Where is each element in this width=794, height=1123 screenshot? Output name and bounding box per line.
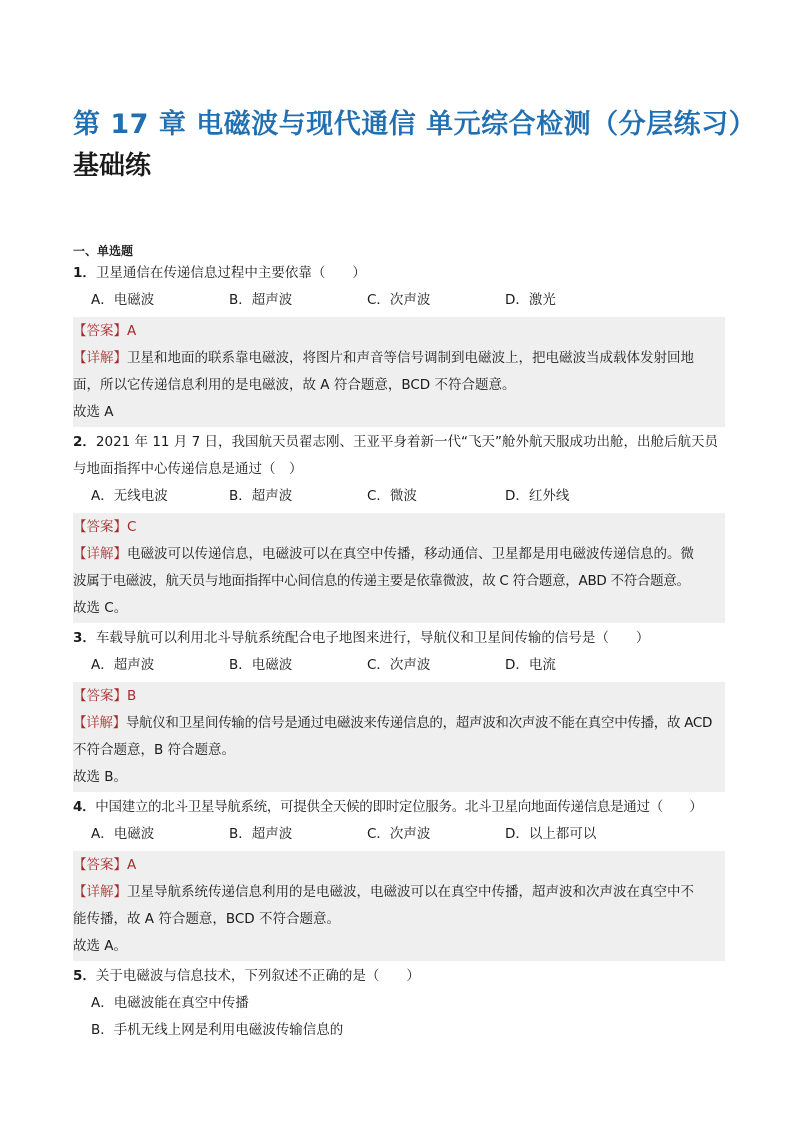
option-c: C．次声波 [367, 292, 431, 308]
page-subtitle: 基础练 [73, 151, 152, 181]
answer-label: 【答案】 [73, 857, 127, 873]
option-a: A．超声波 [91, 657, 155, 673]
answer-block [73, 682, 725, 792]
question-text: 2021 年 11 月 7 日，我国航天员翟志刚、王亚平身着新一代“飞天”舱外航天服成功出舱，出舱后航天员 [95, 434, 718, 450]
question-1 [73, 260, 725, 427]
options-row [73, 652, 725, 679]
answer-block [73, 317, 725, 427]
question-number: 4． [73, 799, 96, 815]
option-b: B．超声波 [229, 292, 293, 308]
option-a: A．无线电波 [91, 488, 168, 504]
option-a: A．电磁波能在真空中传播 [91, 995, 249, 1011]
answer-label: 【答案】 [73, 519, 127, 535]
question-number: 2． [73, 434, 96, 450]
option-d: D．激光 [505, 292, 556, 308]
option-b: B．电磁波 [229, 657, 293, 673]
question-number: 3． [73, 630, 96, 646]
page-title: 第 17 章 电磁波与现代通信 单元综合检测（分层练习） [73, 109, 757, 140]
options-row [73, 821, 725, 848]
option-b: B．超声波 [229, 488, 293, 504]
conclusion: 故选 B。 [73, 769, 128, 785]
answer-value: A [127, 323, 137, 339]
conclusion: 故选 C。 [73, 600, 128, 616]
question-text: 与地面指挥中心传递信息是通过（ ） [73, 461, 303, 477]
detail-text: 不符合题意，B 符合题意。 [73, 742, 236, 758]
detail-text: 波属于电磁波，航天员与地面指挥中心间信息的传递主要是依靠微波，故 C 符合题意，ABD 不符合题意。 [73, 573, 690, 589]
question-5 [73, 963, 725, 1044]
question-2 [73, 429, 725, 623]
question-list [73, 243, 725, 1044]
option-c: C．微波 [367, 488, 417, 504]
option-b: B．超声波 [229, 826, 293, 842]
detail-label: 【详解】 [73, 884, 127, 900]
detail-text: 导航仪和卫星间传输的信号是通过电磁波来传递信息的，超声波和次声波不能在真空中传播，故 ACD [125, 715, 713, 731]
question-4 [73, 794, 725, 961]
detail-text: 电磁波可以传递信息，电磁波可以在真空中传播，移动通信、卫星都是用电磁波传递信息的。微 [127, 546, 694, 562]
option-c: C．次声波 [367, 657, 431, 673]
option-d: D．电流 [505, 657, 556, 673]
question-text: 中国建立的北斗卫星导航系统，可提供全天候的即时定位服务。北斗卫星向地面传递信息是通过（ ） [95, 799, 703, 815]
answer-block [73, 851, 725, 961]
answer-block [73, 513, 725, 623]
detail-label: 【详解】 [73, 546, 127, 562]
options-column [73, 990, 725, 1044]
detail-label: 【详解】 [73, 350, 127, 366]
answer-value: C [127, 519, 137, 535]
detail-text: 卫星和地面的联系靠电磁波，将图片和声音等信号调制到电磁波上，把电磁波当成载体发射回地 [127, 350, 694, 366]
detail-text: 面，所以它传递信息利用的是电磁波，故 A 符合题意，BCD 不符合题意。 [73, 377, 516, 393]
question-3 [73, 625, 725, 792]
question-number: 5． [73, 968, 96, 984]
section-title: 一、单选题 [73, 244, 134, 258]
question-text: 车载导航可以利用北斗导航系统配合电子地图来进行，导航仪和卫星间传输的信号是（ ） [95, 630, 650, 646]
option-d: D．红外线 [505, 488, 570, 504]
answer-value: A [127, 857, 137, 873]
options-row [73, 287, 725, 314]
options-row [73, 483, 725, 510]
answer-label: 【答案】 [73, 688, 127, 704]
option-c: C．次声波 [367, 826, 431, 842]
question-text: 关于电磁波与信息技术，下列叙述不正确的是（ ） [95, 968, 420, 984]
detail-text: 能传播，故 A 符合题意，BCD 不符合题意。 [73, 911, 340, 927]
answer-label: 【答案】 [73, 323, 127, 339]
conclusion: 故选 A [73, 404, 114, 420]
question-text: 卫星通信在传递信息过程中主要依靠（ ） [95, 265, 366, 281]
option-b: B．手机无线上网是利用电磁波传输信息的 [91, 1022, 344, 1038]
detail-text: 卫星导航系统传递信息利用的是电磁波，电磁波可以在真空中传播，超声波和次声波在真空中不 [127, 884, 694, 900]
question-number: 1． [73, 265, 96, 281]
option-a: A．电磁波 [91, 826, 155, 842]
detail-label: 【详解】 [73, 715, 126, 731]
conclusion: 故选 A。 [73, 938, 128, 954]
option-d: D．以上都可以 [505, 826, 597, 842]
option-a: A．电磁波 [91, 292, 155, 308]
answer-value: B [127, 688, 137, 704]
